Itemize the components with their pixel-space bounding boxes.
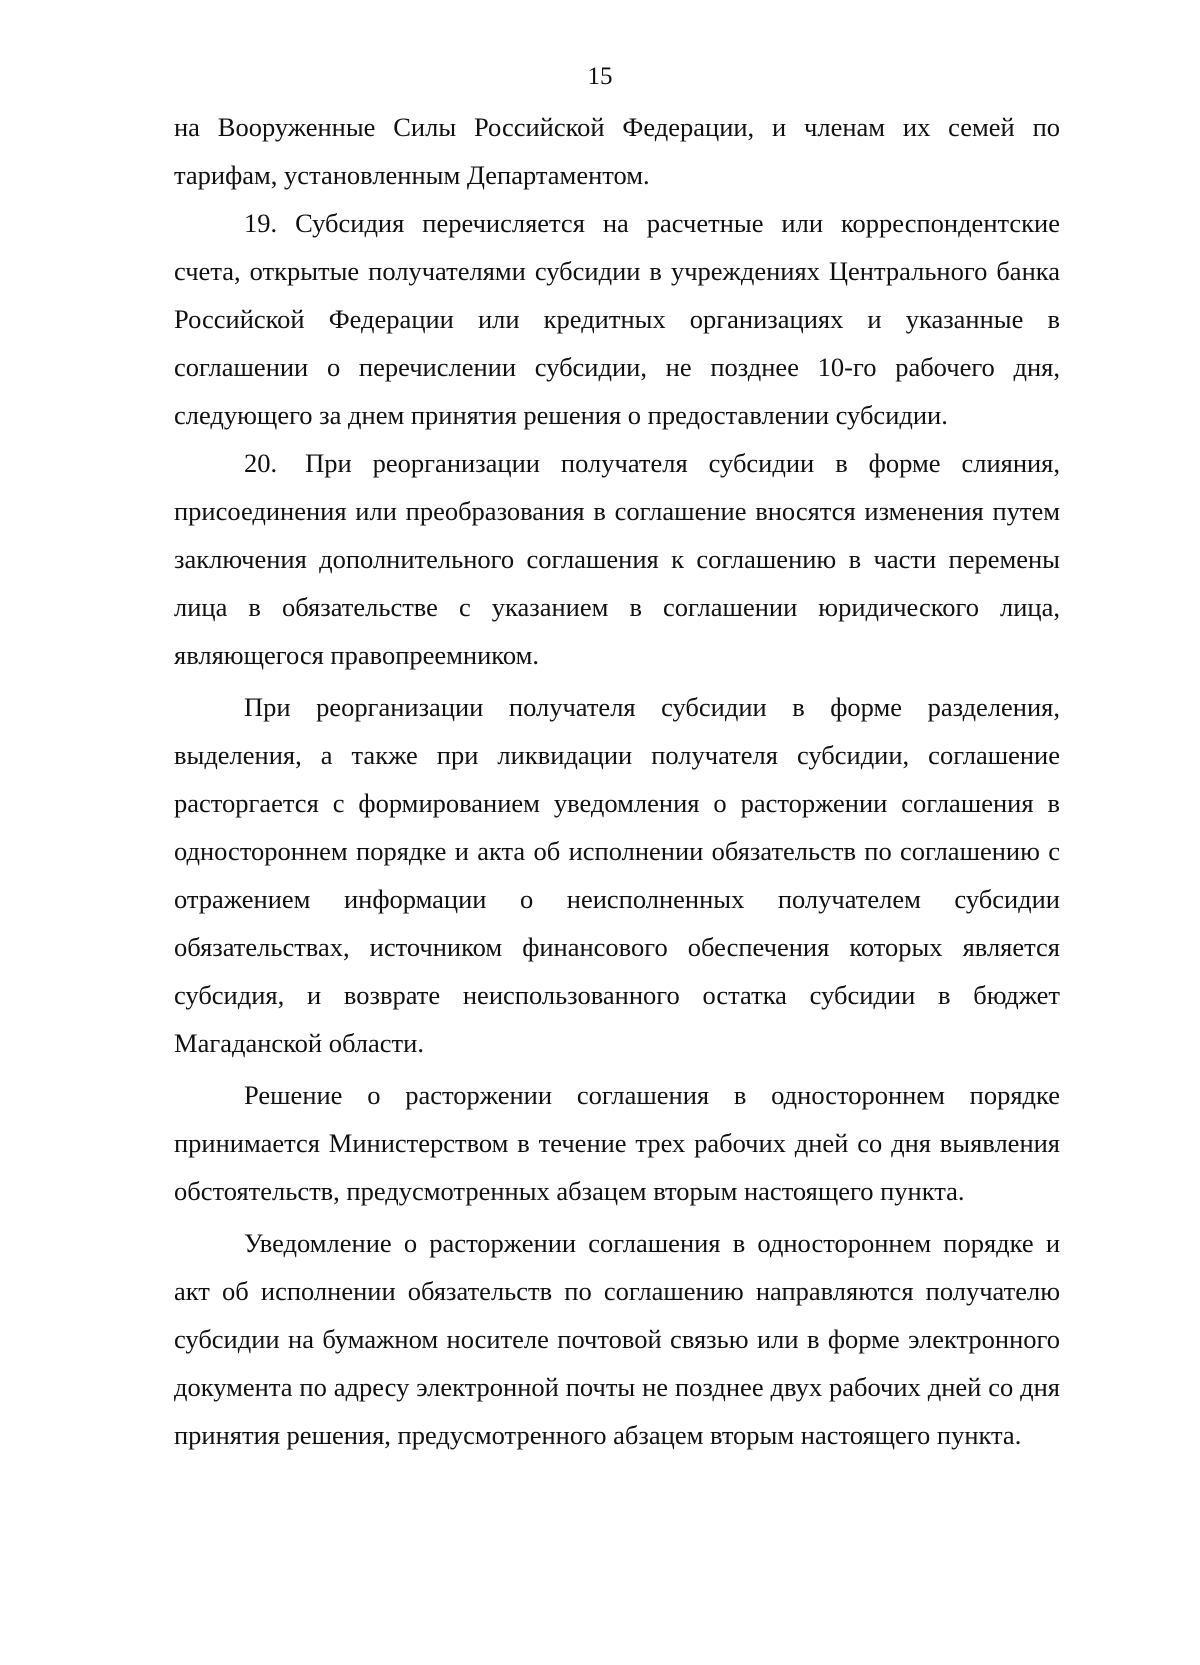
paragraph-notification: Уведомление о расторжении соглашения в одностороннем порядке и акт об исполнении обязательств по соглашению направляются получателю субсидии на бумажном носителе почтовой связью или в форме электронного документа по адресу электронной почты не позднее двух рабочих дней со дня принятия решения, предусмотренного абзацем вторым настоящего пункта.	[174, 1228, 1060, 1450]
paragraph-20-text: При реорганизации получателя субсидии в форме слияния, присоединения или преобразования в соглашение вносятся изменения путем заключения дополнительного соглашения к соглашению в части перемены лица в обязательстве с указанием в соглашении юридического лица, являющегося правопреемником.	[174, 448, 1060, 670]
paragraph-decision: Решение о расторжении соглашения в одностороннем порядке принимается Министерством в течение трех рабочих дней со дня выявления обстоятельств, предусмотренных абзацем вторым настоящего пункта.	[174, 1080, 1060, 1206]
page-number: 15	[587, 63, 613, 90]
paragraph-reorganization: При реорганизации получателя субсидии в форме разделения, выделения, а также при ликвидации получателя субсидии, соглашение расторгается с формированием уведомления о расторжении соглашения в одностороннем порядке и акта об исполнении обязательств по соглашению с отражением информации о неисполненных получателем субсидии обязательствах, источником финансового обеспечения которых является субсидия, и возврате неиспользованного остатка субсидии в бюджет Магаданской области.	[174, 692, 1060, 1058]
paragraph-20-number: 20.	[244, 448, 278, 478]
paragraph-19: 19. Субсидия перечисляется на расчетные или корреспондентские счета, открытые получателями субсидии в учреждениях Центрального банка Российской Федерации или кредитных организациях и указанные в соглашении о перечислении субсидии, не позднее 10-го рабочего дня, следующего за днем принятия решения о предоставлении субсидии.	[174, 208, 1060, 430]
paragraph-continuation: на Вооруженные Силы Российской Федерации, и членам их семей по тарифам, установленным Департаментом.	[174, 112, 1060, 190]
paragraph-20	[174, 439, 1060, 679]
document-body	[174, 103, 1060, 1459]
